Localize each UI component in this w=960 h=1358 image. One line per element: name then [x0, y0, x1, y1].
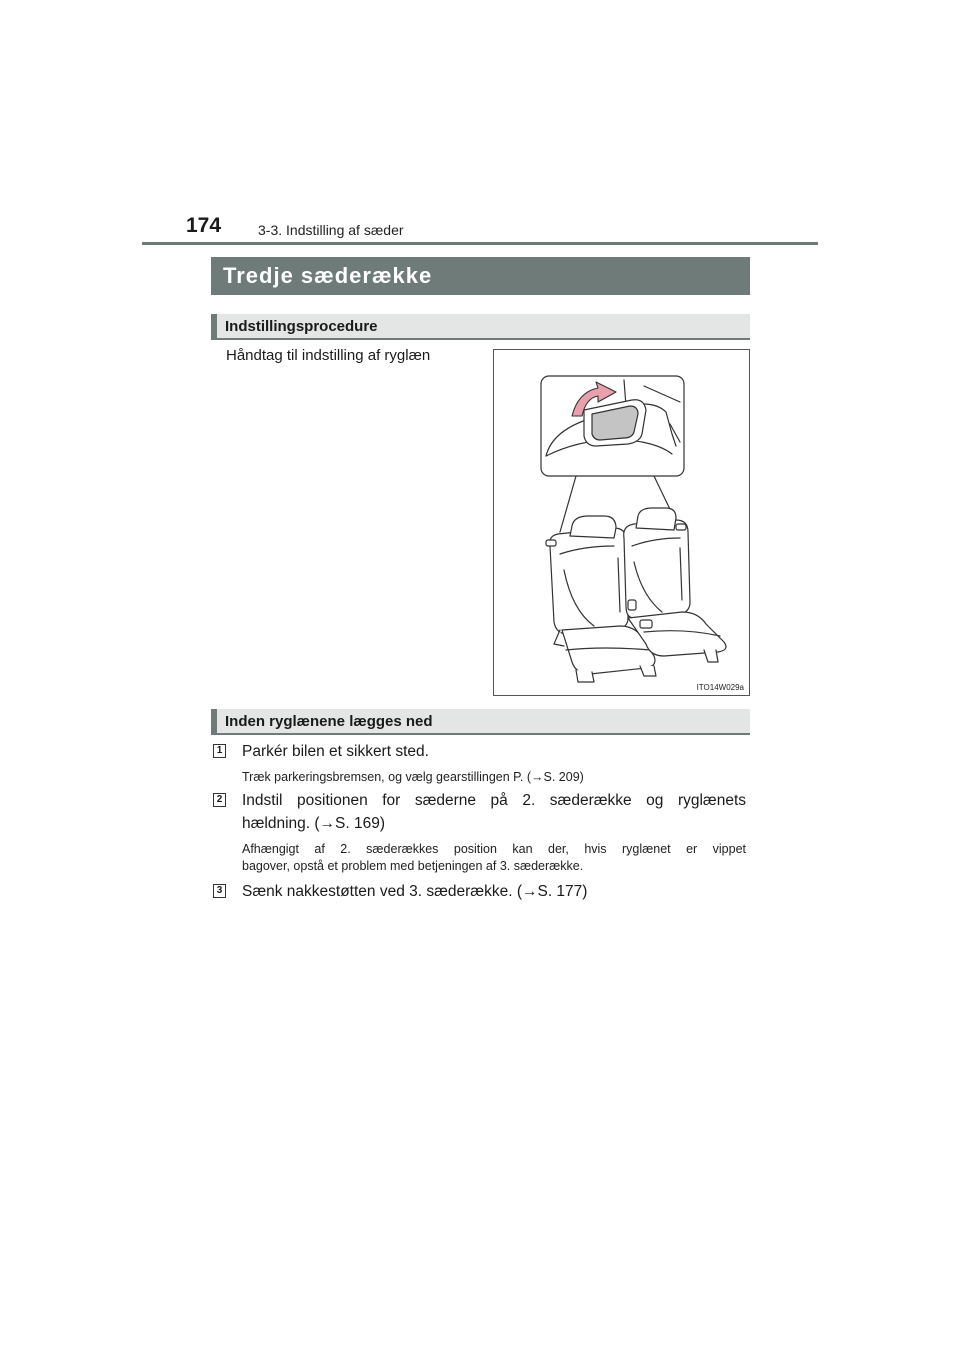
step-2-text-line1: Indstil positionen for sæderne på 2. sæderække og ryglænets: [242, 792, 746, 809]
seat-illustration: [493, 349, 750, 696]
step-1-note: Træk parkeringsbremsen, og vælg gearstillingen P. (→S. 209): [242, 770, 584, 784]
step-2-note-line1: Afhængigt af 2. sæderækkes position kan der, hvis ryglænet er vippet: [242, 842, 746, 856]
step-number-3: 3: [213, 884, 226, 898]
step-2-text-line2: hældning. (→S. 169): [242, 815, 386, 832]
step-1-text: Parkér bilen et sikkert sted.: [242, 743, 429, 760]
subheading-procedure-bar: [211, 314, 750, 340]
figure-code: ITO14W029a: [696, 683, 744, 692]
page-number: 174: [186, 214, 222, 237]
subheading-before-folding: Inden ryglænene lægges ned: [225, 713, 433, 730]
step-number-2: 2: [213, 793, 226, 807]
subheading-before-folding-bar: [211, 709, 750, 735]
header-divider: [142, 242, 818, 245]
chapter-label: 3-3. Indstilling af sæder: [258, 222, 404, 238]
step-3-text: Sænk nakkestøtten ved 3. sæderække. (→S. 177): [242, 883, 588, 900]
section-title: Tredje sæderække: [223, 263, 433, 288]
step-number-1: 1: [213, 744, 226, 758]
subheading-procedure: Indstillingsprocedure: [225, 318, 378, 335]
seat-drawing: [494, 350, 751, 697]
step-2-note-line2: bagover, opstå et problem med betjeningen af 3. sæderække.: [242, 859, 584, 873]
section-title-bar: [211, 257, 750, 295]
lever-label: Håndtag til indstilling af ryglæn: [226, 347, 431, 364]
